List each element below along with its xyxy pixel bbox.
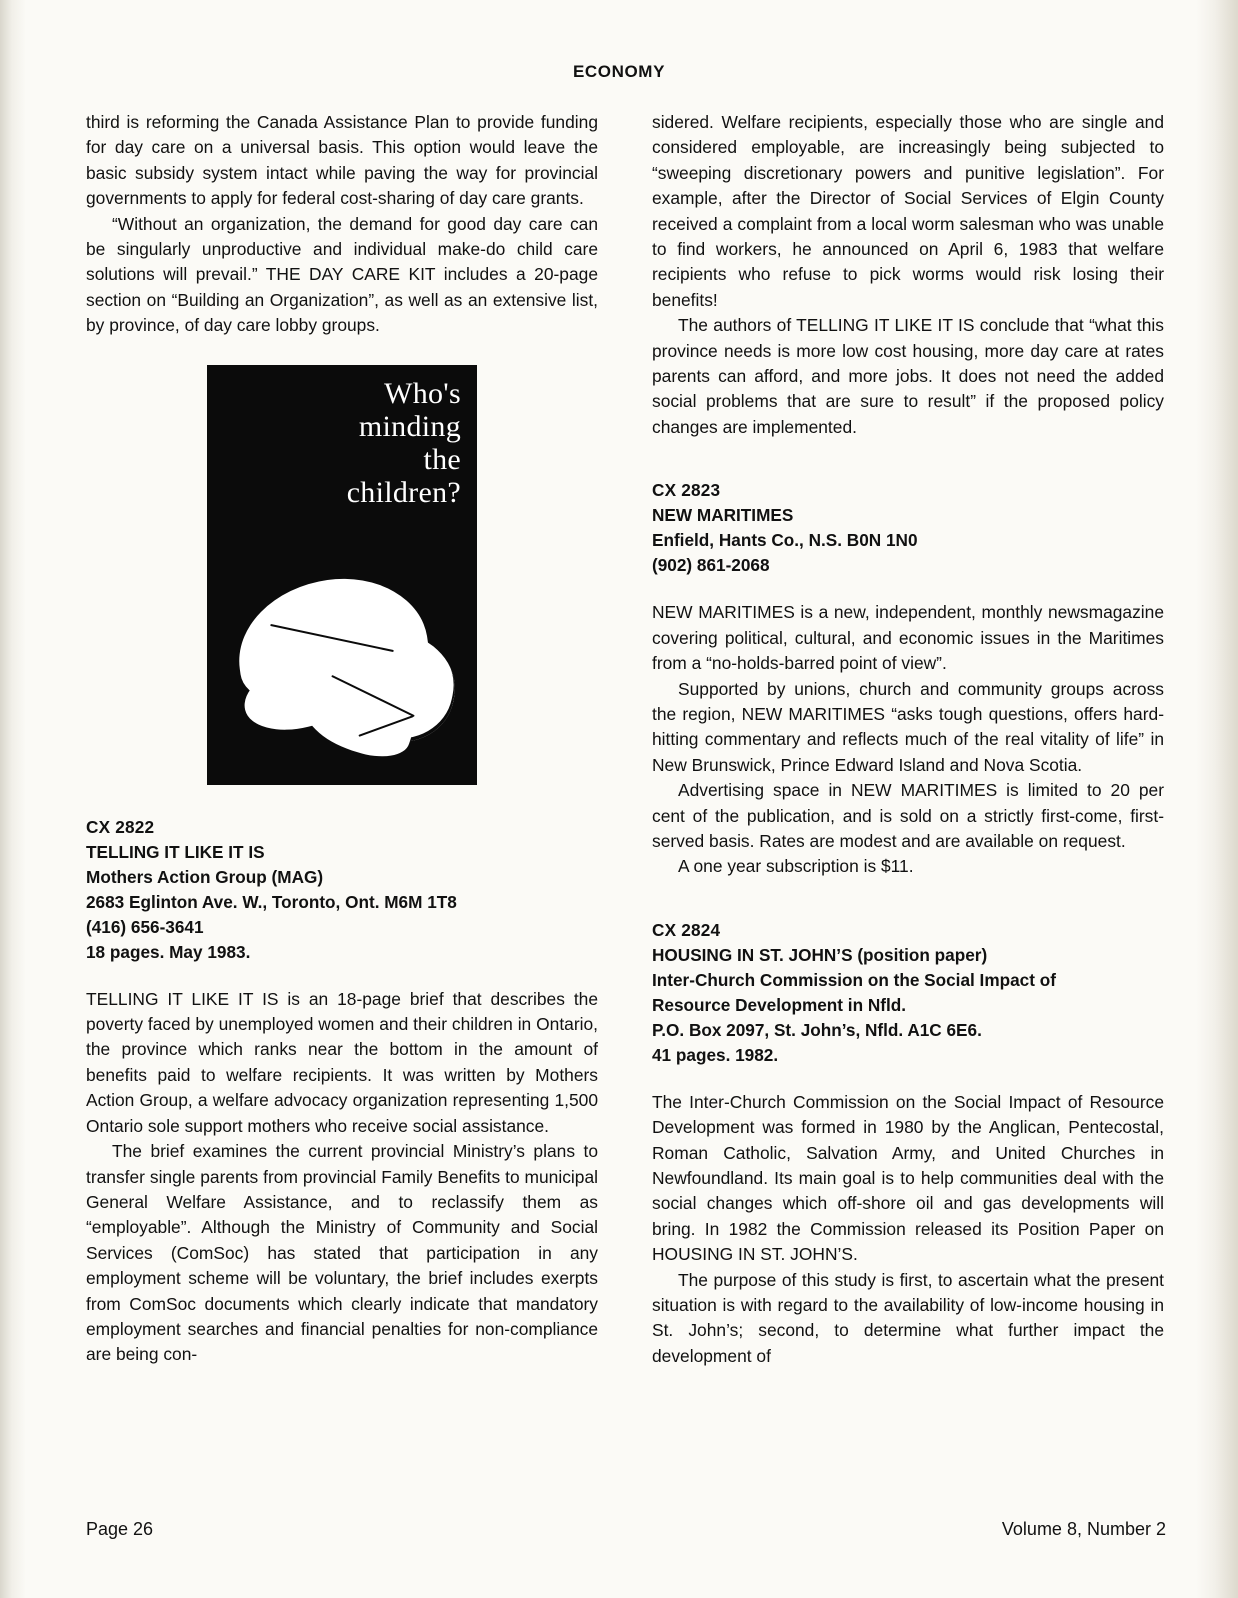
book-cover-figure bbox=[86, 365, 598, 785]
entry-details: 41 pages. 1982. bbox=[652, 1044, 779, 1065]
entry-details: 18 pages. May 1983. bbox=[86, 941, 251, 962]
book-cover-title-line: Who's bbox=[384, 376, 461, 410]
spacer bbox=[652, 578, 1164, 600]
entry-organization-line2: Resource Development in Nfld. bbox=[652, 994, 907, 1015]
book-cover-title-line: the bbox=[423, 442, 461, 476]
entry-phone: (416) 656-3641 bbox=[86, 916, 204, 937]
book-cover-image bbox=[207, 365, 477, 785]
paragraph: The brief examines the current provincial Ministry’s plans to transfer single parents from provincial Family Benefits to municipal General Welfare Assistance, and to reclassify them as “employable”. Although the Ministry of Community and Social Services (ComSoc) has stated that participation in any employment scheme will be voluntary, the brief includes exerpts from ComSoc documents which clearly indicate that mandatory employment searches and financial penalties for non-compliance are being con- bbox=[86, 1141, 598, 1365]
paragraph: NEW MARITIMES is a new, independent, monthly newsmagazine covering political, cultural, and economic issues in the Maritimes from a “no-holds-barred point of view”. bbox=[652, 602, 1164, 674]
entry-header-cx2824 bbox=[652, 918, 1164, 1068]
paragraph: third is reforming the Canada Assistance Plan to provide funding for day care on a universal basis. This option would leave the basic subsidy system intact while paving the way for provincial governments to apply for federal cost-sharing of day care grants. bbox=[86, 112, 598, 209]
entry-address: P.O. Box 2097, St. John’s, Nfld. A1C 6E6. bbox=[652, 1019, 982, 1040]
entry-code: CX 2822 bbox=[86, 816, 155, 837]
spacer bbox=[86, 965, 598, 987]
paragraph: The Inter-Church Commission on the Social Impact of Resource Development was formed in 1980 by the Anglican, Pentecostal, Roman Catholic, Salvation Army, and United Churches in Newfoundland. Its main goal is to help communities deal with the social changes which off-shore oil and gas developments will bring. In 1982 the Commission released its Position Paper on HOUSING IN ST. JOHN’S. bbox=[652, 1091, 1164, 1265]
entry-address: 2683 Eglinton Ave. W., Toronto, Ont. M6M 1T8 bbox=[86, 891, 457, 912]
paragraph: sidered. Welfare recipients, especially those who are single and considered employable, are increasingly being subjected to “sweeping discretionary powers and punitive legislation”. For example, after the Director of Social Services of Elgin County received a complaint from a local worm salesman who was unable to find workers, he announced on April 6, 1983 that welfare recipients who refuse to pick worms would risk losing their benefits! bbox=[652, 112, 1164, 310]
paragraph: The authors of TELLING IT LIKE IT IS conclude that “what this province needs is more low cost housing, more day care at rates parents can afford, and more jobs. It does not need the added social problems that are sure to result” if the proposed policy changes are implemented. bbox=[652, 315, 1164, 437]
entry-header-cx2823 bbox=[652, 478, 1164, 578]
book-cover-title-line: minding bbox=[358, 409, 461, 443]
entry-header-cx2822 bbox=[86, 815, 598, 965]
paragraph: The purpose of this study is first, to ascertain what the present situation is with regard to the availability of low-income housing in St. John’s; second, to determine what further impact the development of bbox=[652, 1269, 1164, 1366]
footer-page-number: Page 26 bbox=[86, 1519, 154, 1539]
entry-title: TELLING IT LIKE IT IS bbox=[86, 841, 265, 862]
book-cover-title bbox=[271, 377, 461, 509]
paragraph: Supported by unions, church and community groups across the region, NEW MARITIMES “asks tough questions, offers hard-hitting commentary and reflects much of the real vitality of life” in New Brunswick, Prince Edward Island and Nova Scotia. bbox=[652, 678, 1164, 775]
paragraph: A one year subscription is $11. bbox=[678, 856, 914, 877]
left-column bbox=[86, 110, 598, 1368]
footer-volume-info: Volume 8, Number 2 bbox=[1001, 1519, 1166, 1539]
entry-title: NEW MARITIMES bbox=[652, 505, 794, 526]
entry-organization-line1: Inter-Church Commission on the Social Impact of bbox=[652, 969, 1056, 990]
entry-phone: (902) 861-2068 bbox=[652, 555, 770, 576]
running-head: ECONOMY bbox=[572, 62, 666, 81]
entry-address: Enfield, Hants Co., N.S. B0N 1N0 bbox=[652, 530, 918, 551]
entry-title: HOUSING IN ST. JOHN’S (position paper) bbox=[652, 944, 988, 965]
entry-organization: Mothers Action Group (MAG) bbox=[86, 866, 324, 887]
paragraph: Advertising space in NEW MARITIMES is limited to 20 per cent of the publication, and is sold on a strictly first-come, first-served basis. Rates are modest and are available on request. bbox=[652, 780, 1164, 851]
paragraph: TELLING IT LIKE IT IS is an 18-page brief that describes the poverty faced by unemployed women and their children in Ontario, the province which ranks near the bottom in the amount of benefits paid to welfare recipients. It was written by Mothers Action Group, a welfare advocacy organization representing 1,500 Ontario sole support mothers who receive social assistance. bbox=[86, 988, 598, 1136]
paragraph: “Without an organization, the demand for good day care can be singularly unproductive and individual make-do child care solutions will prevail.” THE DAY CARE KIT includes a 20-page section on “Building an Organization”, as well as an extensive list, by province, of day care lobby groups. bbox=[86, 213, 598, 336]
book-cover-title-line: children? bbox=[346, 475, 461, 509]
right-column bbox=[652, 110, 1164, 1369]
spacer bbox=[652, 1068, 1164, 1090]
entry-code: CX 2823 bbox=[652, 480, 721, 501]
entry-code: CX 2824 bbox=[652, 919, 721, 940]
